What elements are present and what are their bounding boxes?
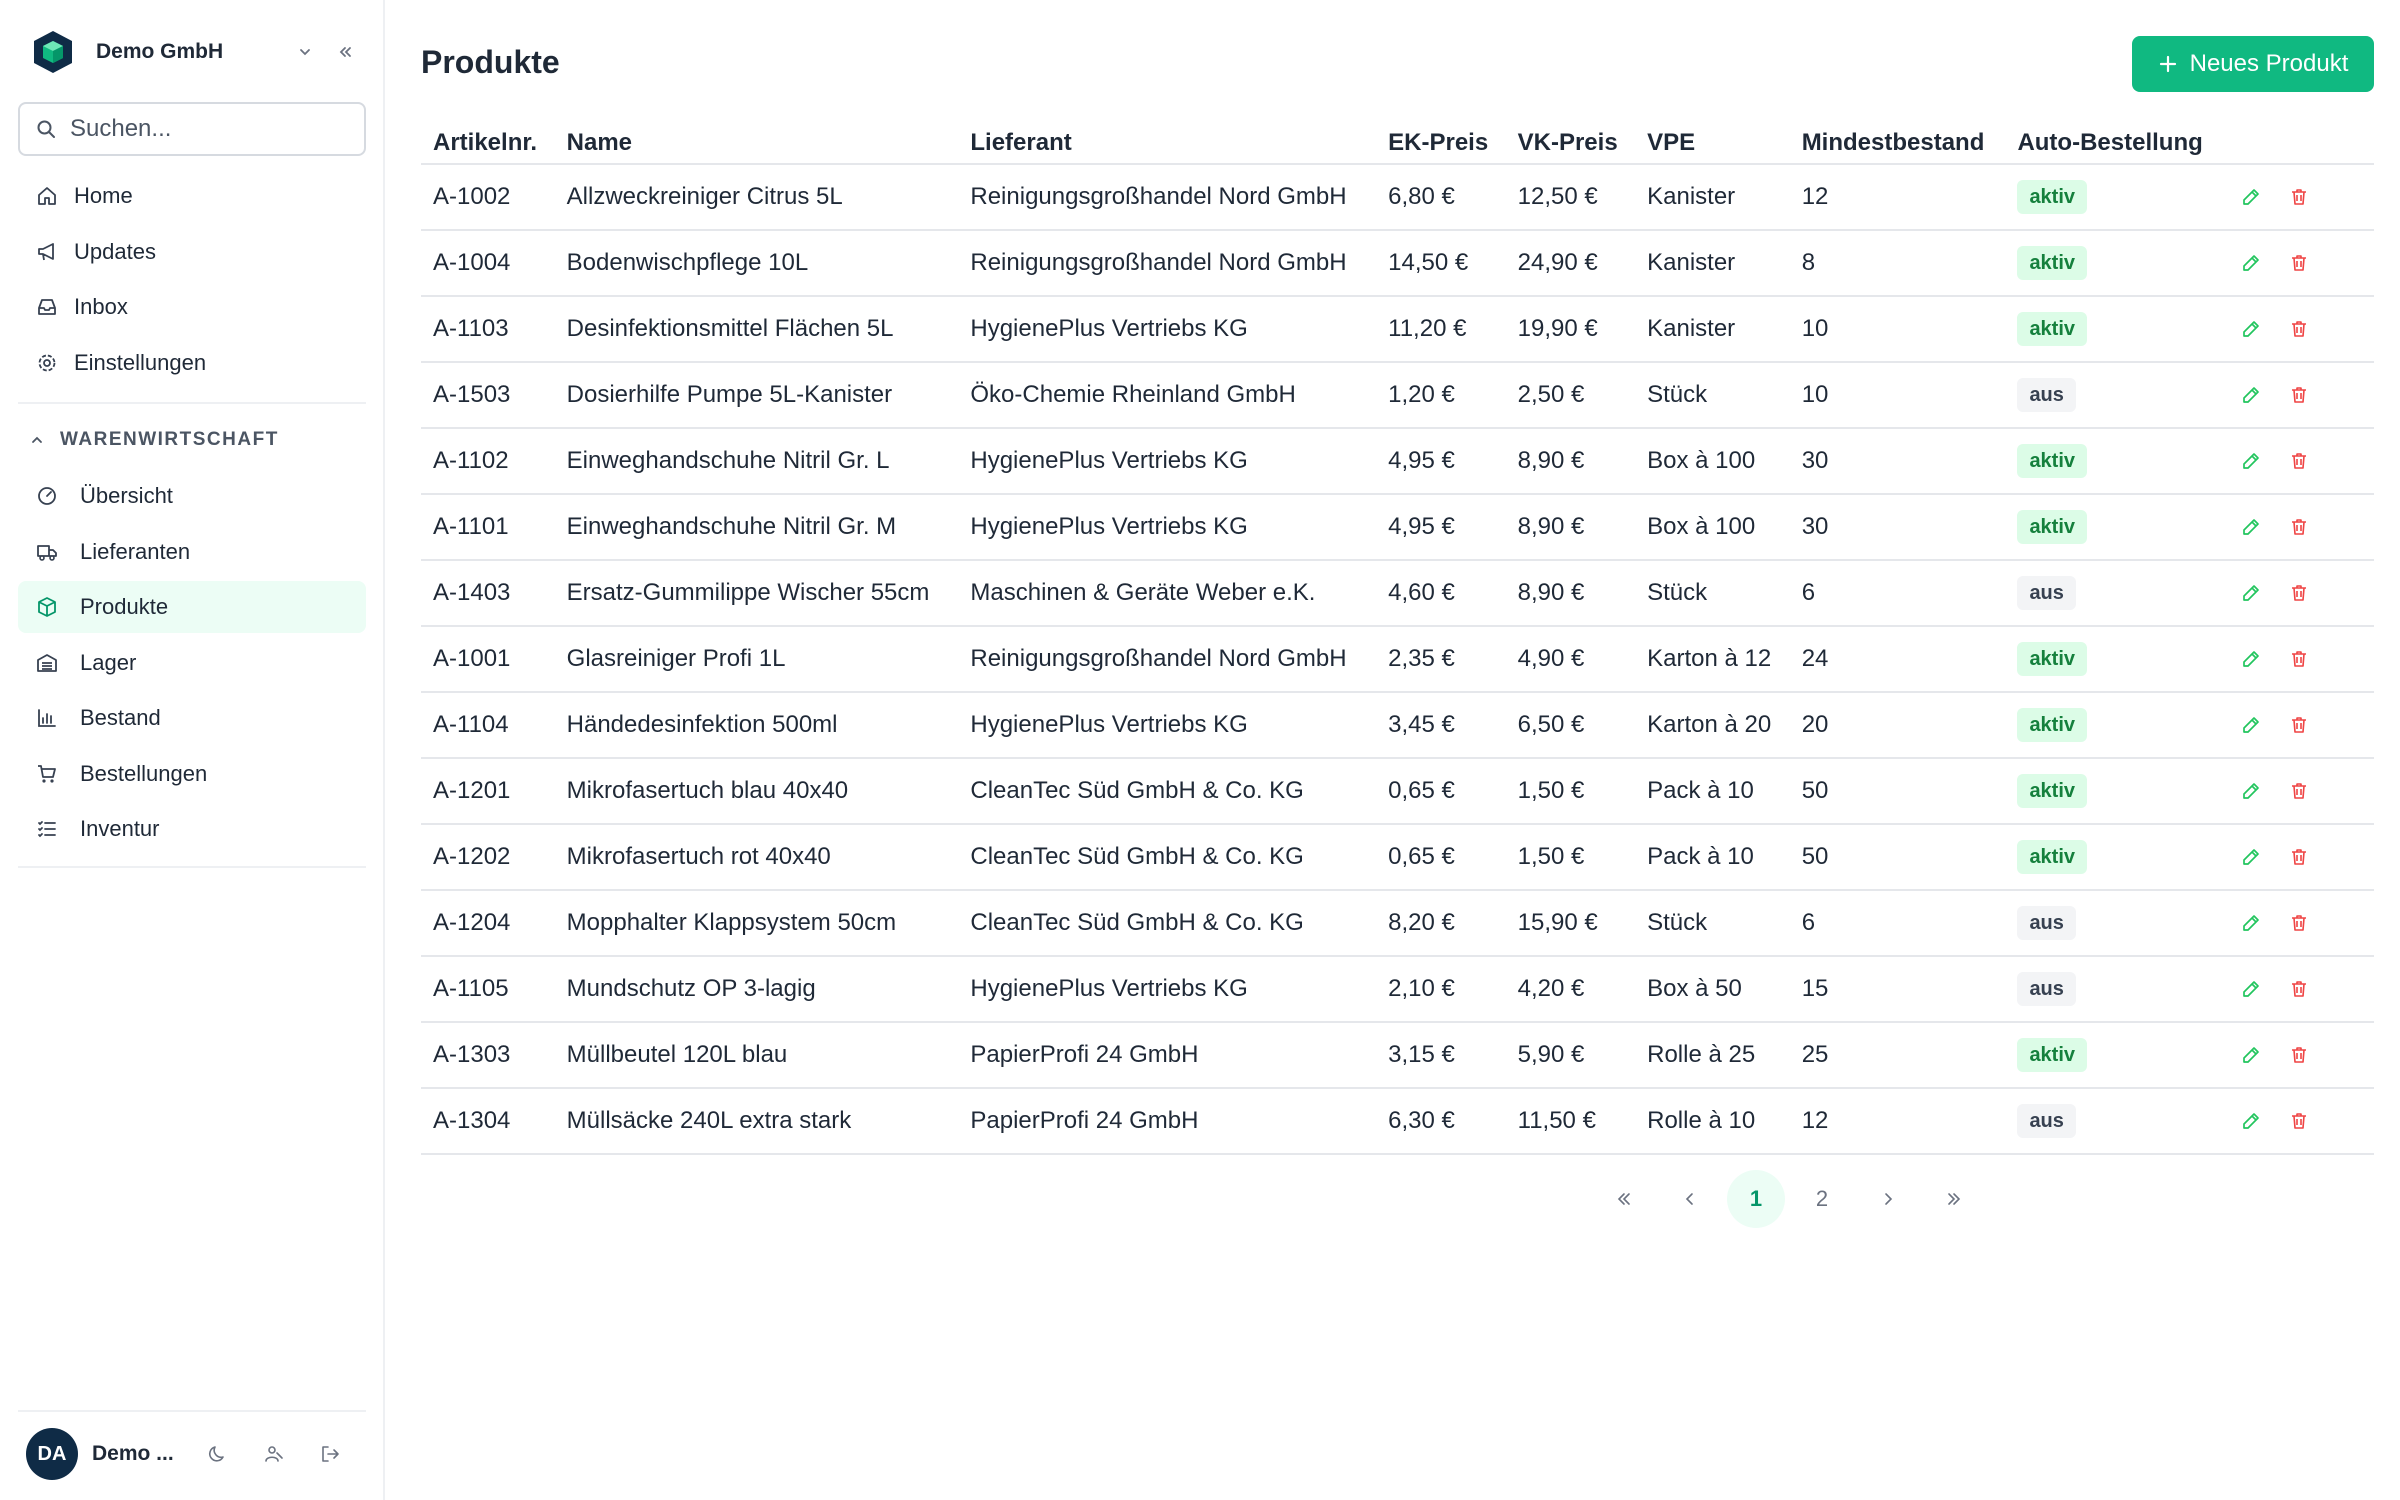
cell-sales-price: 1,50 € [1506,824,1635,890]
page-title: Produkte [421,44,560,80]
edit-icon[interactable] [2236,578,2266,608]
cell-auto-order [2005,1022,2224,1088]
cell-name: Einweghandschuhe Nitril Gr. M [555,494,959,560]
cell-supplier: HygienePlus Vertriebs KG [958,296,1376,362]
prev-page-icon[interactable] [1661,1170,1719,1228]
edit-icon[interactable] [2236,314,2266,344]
user-settings-icon[interactable] [254,1434,294,1474]
cell-sales-price: 1,50 € [1506,758,1635,824]
cell-supplier: HygienePlus Vertriebs KG [958,494,1376,560]
cell-purchase-price: 8,20 € [1376,890,1505,956]
cell-supplier: CleanTec Süd GmbH & Co. KG [958,824,1376,890]
cell-purchase-price: 14,50 € [1376,230,1505,296]
trash-icon[interactable] [2284,380,2314,410]
sidebar-divider [18,866,366,868]
sidebar-item-label: Übersicht [80,483,173,508]
cell-actions [2224,428,2374,494]
cell-auto-order [2005,626,2224,692]
dashboard-icon [34,483,60,509]
cell-minimum-stock: 10 [1790,362,2006,428]
cell-name: Bodenwischpflege 10L [555,230,959,296]
truck-icon [34,539,60,565]
cell-purchase-price: 0,65 € [1376,824,1505,890]
cart-icon [34,761,60,787]
cell-sales-price: 4,90 € [1506,626,1635,692]
cell-purchase-price: 3,45 € [1376,692,1505,758]
cell-auto-order [2005,1088,2224,1154]
cell-sales-price: 8,90 € [1506,428,1635,494]
cell-article-number: A-1101 [421,494,555,560]
trash-icon[interactable] [2284,710,2314,740]
cell-sales-price: 12,50 € [1506,164,1635,230]
cell-purchase-price: 2,35 € [1376,626,1505,692]
edit-icon[interactable] [2236,908,2266,938]
cell-name: Mopphalter Klappsystem 50cm [555,890,959,956]
cell-name: Mundschutz OP 3-lagig [555,956,959,1022]
column-minimum-stock: Mindestbestand [1790,122,2006,164]
sidebar-item-inbox[interactable] [18,281,366,333]
status-badge: aktiv [2017,180,2087,214]
sidebar-item-bestellungen[interactable] [18,748,366,800]
cell-packaging-unit: Stück [1635,362,1790,428]
megaphone-icon [34,239,60,265]
user-panel [26,1428,366,1480]
new-product-label: Neues Produkt [2189,50,2349,77]
cell-packaging-unit: Box à 100 [1635,428,1790,494]
cell-purchase-price: 2,10 € [1376,956,1505,1022]
cell-minimum-stock: 10 [1790,296,2006,362]
cell-minimum-stock: 30 [1790,494,2006,560]
sidebar-item-label: Lieferanten [80,538,191,564]
cell-packaging-unit: Kanister [1635,164,1790,230]
cell-purchase-price: 0,65 € [1376,758,1505,824]
edit-icon[interactable] [2236,842,2266,872]
table-row[interactable] [421,362,2374,428]
cell-packaging-unit: Box à 50 [1635,956,1790,1022]
cell-actions [2224,692,2374,758]
cell-supplier: HygienePlus Vertriebs KG [958,692,1376,758]
cell-purchase-price: 4,60 € [1376,560,1505,626]
table-row[interactable] [421,560,2374,626]
status-badge: aktiv [2017,1038,2087,1072]
cell-actions [2224,824,2374,890]
cell-name: Einweghandschuhe Nitril Gr. L [555,428,959,494]
cell-article-number: A-1001 [421,626,555,692]
cell-minimum-stock: 12 [1790,164,2006,230]
column-purchase-price: EK-Preis [1376,122,1505,164]
cell-sales-price: 5,90 € [1506,1022,1635,1088]
cell-packaging-unit: Pack à 10 [1635,758,1790,824]
cell-sales-price: 4,20 € [1506,956,1635,1022]
trash-icon[interactable] [2284,1106,2314,1136]
status-badge: aktiv [2017,840,2087,874]
search-box[interactable] [18,102,366,156]
workspace-name: Demo GmbH [96,40,224,63]
edit-icon[interactable] [2236,710,2266,740]
cell-packaging-unit: Box à 100 [1635,494,1790,560]
cell-supplier: Maschinen & Geräte Weber e.K. [958,560,1376,626]
cell-name: Desinfektionsmittel Flächen 5L [555,296,959,362]
trash-icon[interactable] [2284,182,2314,212]
column-auto-order: Auto-Bestellung [2005,122,2224,164]
table-header [421,122,2374,164]
cell-actions [2224,494,2374,560]
edit-icon[interactable] [2236,512,2266,542]
section-title: WARENWIRTSCHAFT [60,429,279,450]
table-row[interactable] [421,956,2374,1022]
home-icon [34,183,60,209]
column-supplier: Lieferant [958,122,1376,164]
status-badge: aktiv [2017,642,2087,676]
cell-sales-price: 11,50 € [1506,1088,1635,1154]
cell-auto-order [2005,758,2224,824]
edit-icon[interactable] [2236,644,2266,674]
cell-minimum-stock: 50 [1790,824,2006,890]
cell-sales-price: 2,50 € [1506,362,1635,428]
table-row[interactable] [421,230,2374,296]
cell-article-number: A-1102 [421,428,555,494]
edit-icon[interactable] [2236,248,2266,278]
sidebar-item-inventur[interactable] [18,803,366,855]
cell-article-number: A-1303 [421,1022,555,1088]
cell-minimum-stock: 6 [1790,890,2006,956]
sidebar-item-label: Produkte [80,594,169,619]
search-icon [36,119,56,139]
cell-name: Händedesinfektion 500ml [555,692,959,758]
chevron-up-icon [30,433,44,447]
sidebar-item-label: Home [74,183,133,208]
checklist-icon [34,816,60,842]
user-name: Demo ... [92,1442,174,1465]
sidebar-item-home[interactable] [18,170,366,222]
cell-article-number: A-1202 [421,824,555,890]
cell-auto-order [2005,560,2224,626]
table-row[interactable] [421,824,2374,890]
cell-auto-order [2005,890,2224,956]
bar-chart-icon [34,705,60,731]
cell-supplier: Reinigungsgroßhandel Nord GmbH [958,230,1376,296]
cell-name: Mikrofasertuch rot 40x40 [555,824,959,890]
last-page-icon[interactable] [1925,1170,1983,1228]
cell-packaging-unit: Karton à 12 [1635,626,1790,692]
cell-sales-price: 15,90 € [1506,890,1635,956]
trash-icon[interactable] [2284,314,2314,344]
cell-purchase-price: 11,20 € [1376,296,1505,362]
cell-actions [2224,626,2374,692]
cell-auto-order [2005,230,2224,296]
cell-auto-order [2005,164,2224,230]
cell-packaging-unit: Kanister [1635,296,1790,362]
moon-icon[interactable] [198,1434,238,1474]
table-row[interactable] [421,164,2374,230]
table-row[interactable] [421,890,2374,956]
sidebar-item-label: Bestand [80,705,161,730]
cell-minimum-stock: 6 [1790,560,2006,626]
sidebar-item-bestand[interactable] [18,692,366,744]
main-content [385,0,2400,1500]
cell-article-number: A-1503 [421,362,555,428]
cell-actions [2224,956,2374,1022]
cell-actions [2224,890,2374,956]
cell-name: Ersatz-Gummilippe Wischer 55cm [555,560,959,626]
status-badge: aktiv [2017,708,2087,742]
status-badge: aus [2017,378,2075,412]
avatar[interactable]: DA [26,1428,78,1480]
sidebar-item-settings[interactable] [18,337,366,389]
column-packaging-unit: VPE [1635,122,1790,164]
page-2-button[interactable]: 2 [1815,1186,1829,1211]
search-input[interactable] [70,115,350,143]
cell-packaging-unit: Rolle à 25 [1635,1022,1790,1088]
cell-supplier: Reinigungsgroßhandel Nord GmbH [958,626,1376,692]
cell-sales-price: 6,50 € [1506,692,1635,758]
trash-icon[interactable] [2284,974,2314,1004]
sidebar-item-uebersicht[interactable] [18,470,366,522]
sidebar-item-produkte[interactable] [18,581,366,633]
first-page-icon[interactable] [1595,1170,1653,1228]
column-article-number: Artikelnr. [421,122,555,164]
cell-actions [2224,758,2374,824]
sidebar-item-label: Updates [74,238,156,264]
trash-icon[interactable] [2284,776,2314,806]
plus-icon [2158,54,2178,74]
cell-sales-price: 8,90 € [1506,560,1635,626]
trash-icon[interactable] [2284,842,2314,872]
sidebar [0,0,385,1500]
cell-minimum-stock: 25 [1790,1022,2006,1088]
cell-auto-order [2005,296,2224,362]
cell-name: Mikrofasertuch blau 40x40 [555,758,959,824]
cell-article-number: A-1004 [421,230,555,296]
warenwirtschaft-nav [18,470,366,859]
sidebar-item-label: Inbox [74,294,128,319]
cell-sales-price: 8,90 € [1506,494,1635,560]
cell-supplier: PapierProfi 24 GmbH [958,1022,1376,1088]
status-badge: aus [2017,576,2075,610]
cell-auto-order [2005,362,2224,428]
trash-icon[interactable] [2284,512,2314,542]
workspace-switcher[interactable] [30,28,365,76]
edit-icon[interactable] [2236,776,2266,806]
company-logo-icon [30,29,76,75]
cell-name: Glasreiniger Profi 1L [555,626,959,692]
table-row[interactable] [421,1022,2374,1088]
cell-supplier: CleanTec Süd GmbH & Co. KG [958,890,1376,956]
sidebar-item-lieferanten[interactable] [18,526,366,578]
cell-actions [2224,1088,2374,1154]
sidebar-item-updates[interactable] [18,226,366,278]
cell-article-number: A-1002 [421,164,555,230]
cell-purchase-price: 6,30 € [1376,1088,1505,1154]
inbox-icon [34,294,60,320]
trash-icon[interactable] [2284,908,2314,938]
cell-article-number: A-1104 [421,692,555,758]
cell-actions [2224,230,2374,296]
next-page-icon[interactable] [1859,1170,1917,1228]
table-row[interactable] [421,758,2374,824]
cell-actions [2224,296,2374,362]
column-name: Name [555,122,959,164]
edit-icon[interactable] [2236,182,2266,212]
status-badge: aus [2017,972,2075,1006]
cell-supplier: Reinigungsgroßhandel Nord GmbH [958,164,1376,230]
status-badge: aktiv [2017,774,2087,808]
logout-icon[interactable] [310,1434,350,1474]
table-row[interactable] [421,428,2374,494]
cell-packaging-unit: Stück [1635,560,1790,626]
status-badge: aus [2017,906,2075,940]
table-row[interactable] [421,494,2374,560]
cell-purchase-price: 3,15 € [1376,1022,1505,1088]
sidebar-divider [18,402,366,404]
sidebar-item-label: Einstellungen [74,349,207,375]
trash-icon[interactable] [2284,578,2314,608]
cell-packaging-unit: Karton à 20 [1635,692,1790,758]
cell-auto-order [2005,428,2224,494]
trash-icon[interactable] [2284,446,2314,476]
cell-article-number: A-1201 [421,758,555,824]
column-sales-price: VK-Preis [1506,122,1635,164]
products-table [421,122,2374,1155]
cell-packaging-unit: Stück [1635,890,1790,956]
column-actions [2224,122,2374,164]
cell-name: Dosierhilfe Pumpe 5L-Kanister [555,362,959,428]
status-badge: aus [2017,1104,2075,1138]
new-product-button[interactable] [2132,36,2374,92]
cell-purchase-price: 4,95 € [1376,494,1505,560]
cell-supplier: PapierProfi 24 GmbH [958,1088,1376,1154]
status-badge: aktiv [2017,312,2087,346]
cell-auto-order [2005,692,2224,758]
sidebar-item-label: Bestellungen [80,760,208,786]
cell-supplier: Öko-Chemie Rheinland GmbH [958,362,1376,428]
trash-icon[interactable] [2284,1040,2314,1070]
cell-minimum-stock: 50 [1790,758,2006,824]
status-badge: aktiv [2017,444,2087,478]
cell-supplier: HygienePlus Vertriebs KG [958,956,1376,1022]
cell-article-number: A-1204 [421,890,555,956]
collapse-sidebar-icon[interactable] [325,32,365,72]
cell-purchase-price: 4,95 € [1376,428,1505,494]
trash-icon[interactable] [2284,644,2314,674]
status-badge: aktiv [2017,510,2087,544]
cell-supplier: CleanTec Süd GmbH & Co. KG [958,758,1376,824]
status-badge: aktiv [2017,246,2087,280]
cell-sales-price: 19,90 € [1506,296,1635,362]
sidebar-item-label: Lager [80,649,137,675]
chevron-down-icon[interactable] [285,32,325,72]
cell-article-number: A-1304 [421,1088,555,1154]
pagination [1595,1170,1991,1228]
cell-minimum-stock: 30 [1790,428,2006,494]
trash-icon[interactable] [2284,248,2314,278]
cell-actions [2224,362,2374,428]
cell-actions [2224,560,2374,626]
cell-purchase-price: 6,80 € [1376,164,1505,230]
cell-actions [2224,164,2374,230]
edit-icon[interactable] [2236,380,2266,410]
table-header-row [421,122,2374,164]
cell-article-number: A-1103 [421,296,555,362]
cell-article-number: A-1403 [421,560,555,626]
table-row[interactable] [421,1088,2374,1154]
cell-article-number: A-1105 [421,956,555,1022]
sidebar-divider [18,1410,366,1412]
sidebar-item-label: Inventur [80,816,160,841]
cell-purchase-price: 1,20 € [1376,362,1505,428]
cell-packaging-unit: Kanister [1635,230,1790,296]
edit-icon[interactable] [2236,446,2266,476]
cell-packaging-unit: Pack à 10 [1635,824,1790,890]
cell-minimum-stock: 8 [1790,230,2006,296]
page-1-button[interactable]: 1 [1727,1170,1785,1228]
cell-name: Müllsäcke 240L extra stark [555,1088,959,1154]
cell-packaging-unit: Rolle à 10 [1635,1088,1790,1154]
cell-minimum-stock: 12 [1790,1088,2006,1154]
cell-auto-order [2005,824,2224,890]
cell-auto-order [2005,494,2224,560]
gear-icon [34,350,60,376]
edit-icon[interactable] [2236,1040,2266,1070]
warehouse-icon [34,650,60,676]
cell-auto-order [2005,956,2224,1022]
cell-minimum-stock: 15 [1790,956,2006,1022]
edit-icon[interactable] [2236,1106,2266,1136]
section-toggle-warenwirtschaft[interactable] [30,428,279,452]
main-nav [18,170,366,392]
cell-actions [2224,1022,2374,1088]
edit-icon[interactable] [2236,974,2266,1004]
cell-name: Müllbeutel 120L blau [555,1022,959,1088]
cell-minimum-stock: 20 [1790,692,2006,758]
table-body [421,164,2374,1154]
table-row[interactable] [421,692,2374,758]
cell-sales-price: 24,90 € [1506,230,1635,296]
table-row[interactable] [421,626,2374,692]
cell-name: Allzweckreiniger Citrus 5L [555,164,959,230]
box-icon [34,594,60,620]
table-row[interactable] [421,296,2374,362]
sidebar-item-lager[interactable] [18,637,366,689]
cell-supplier: HygienePlus Vertriebs KG [958,428,1376,494]
cell-minimum-stock: 24 [1790,626,2006,692]
